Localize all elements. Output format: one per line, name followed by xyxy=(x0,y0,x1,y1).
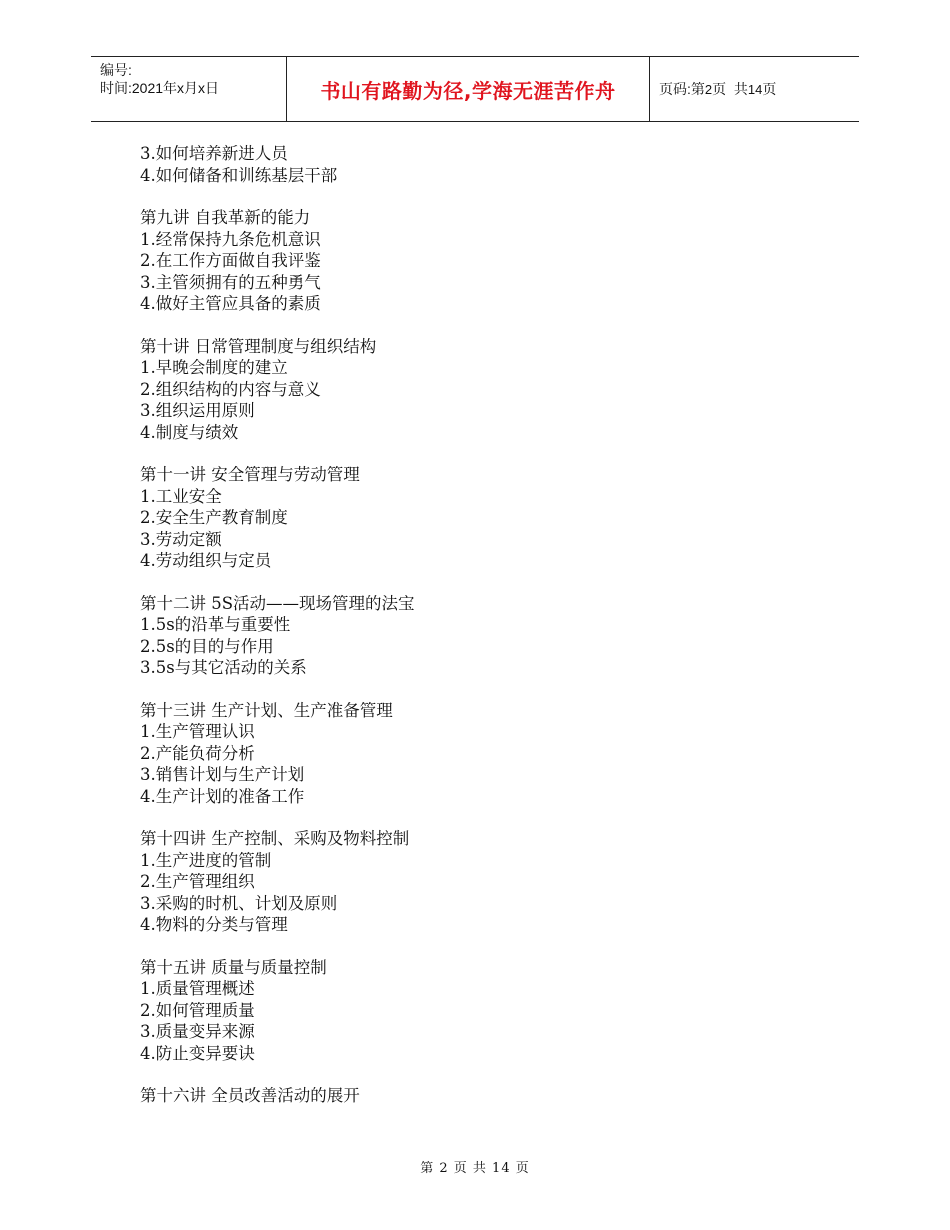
header-time-label: 时间:2021年x月x日 xyxy=(100,80,220,96)
lecture-section xyxy=(140,593,840,679)
lecture-item: 4.制度与绩效 xyxy=(140,422,239,442)
lecture-title: 第十五讲 质量与质量控制 xyxy=(140,957,327,977)
lecture-title: 第十讲 日常管理制度与组织结构 xyxy=(140,336,377,356)
page-footer xyxy=(0,1157,950,1176)
lecture-item: 1.工业安全 xyxy=(140,486,222,506)
lecture-section xyxy=(140,828,840,936)
lecture-section xyxy=(140,336,840,444)
lecture-item: 1.早晚会制度的建立 xyxy=(140,358,288,377)
lecture-section xyxy=(140,700,840,808)
lecture-item: 2.5s的目的与作用 xyxy=(140,636,274,656)
lecture-section xyxy=(140,207,840,315)
lecture-item: 2.产能负荷分析 xyxy=(140,743,255,763)
header-page-current: 2 xyxy=(704,81,713,97)
lecture-item: 4.物料的分类与管理 xyxy=(140,915,288,934)
lecture-item: 4.劳动组织与定员 xyxy=(140,551,272,570)
lecture-item: 3.劳动定额 xyxy=(140,529,222,549)
lecture-item: 1.生产进度的管制 xyxy=(140,850,272,870)
header-meta xyxy=(91,57,287,121)
header-page-mid: 页 共 xyxy=(712,81,748,97)
lecture-item: 3.采购的时机、计划及原则 xyxy=(140,893,338,913)
footer-page-text: 第 2 页 共 14 页 xyxy=(420,1161,530,1176)
header-page-total: 14 xyxy=(747,81,763,97)
lecture-item: 2.安全生产教育制度 xyxy=(140,508,288,527)
lecture-item: 2.组织结构的内容与意义 xyxy=(140,379,321,399)
page-header xyxy=(91,56,859,122)
header-page-suffix: 页 xyxy=(762,81,777,97)
lecture-item: 1.生产管理认识 xyxy=(140,722,255,741)
lecture-title: 第十三讲 生产计划、生产准备管理 xyxy=(140,700,393,720)
lecture-title: 第九讲 自我革新的能力 xyxy=(140,208,311,227)
lecture-item: 1.质量管理概述 xyxy=(140,979,255,998)
lecture-section xyxy=(140,464,840,572)
lecture-item: 3.组织运用原则 xyxy=(140,401,255,420)
lecture-item: 3.主管须拥有的五种勇气 xyxy=(140,272,321,292)
lecture-item: 4.防止变异要诀 xyxy=(140,1043,255,1063)
header-code-label: 编号: xyxy=(100,62,132,78)
lecture-item: 3.质量变异来源 xyxy=(140,1022,255,1041)
lecture-item: 2.在工作方面做自我评鉴 xyxy=(140,251,321,270)
header-motto-text: 书山有路勤为径,学海无涯苦作舟 xyxy=(320,78,616,103)
lecture-title: 第十四讲 生产控制、采购及物料控制 xyxy=(140,829,410,848)
lecture-section xyxy=(140,143,840,186)
header-page-prefix: 页码:第 xyxy=(659,81,705,97)
lecture-item: 3.5s与其它活动的关系 xyxy=(140,658,307,677)
header-page-number xyxy=(650,57,859,121)
lecture-item: 3.如何培养新进人员 xyxy=(140,144,288,163)
lecture-title: 第十一讲 安全管理与劳动管理 xyxy=(140,465,360,484)
lecture-item: 3.销售计划与生产计划 xyxy=(140,765,305,784)
lecture-item: 1.经常保持九条危机意识 xyxy=(140,229,321,249)
lecture-section xyxy=(140,957,840,1065)
lecture-section xyxy=(140,1085,840,1107)
lecture-title: 第十二讲 5S活动——现场管理的法宝 xyxy=(140,593,415,613)
lecture-title: 第十六讲 全员改善活动的展开 xyxy=(140,1086,360,1105)
lecture-item: 4.如何储备和训练基层干部 xyxy=(140,165,338,185)
lecture-item: 2.生产管理组织 xyxy=(140,872,255,891)
lecture-item: 4.做好主管应具备的素质 xyxy=(140,294,321,313)
document-body xyxy=(140,143,840,1128)
header-motto xyxy=(287,57,650,121)
lecture-item: 2.如何管理质量 xyxy=(140,1000,255,1020)
lecture-item: 1.5s的沿革与重要性 xyxy=(140,615,291,634)
lecture-item: 4.生产计划的准备工作 xyxy=(140,786,305,806)
